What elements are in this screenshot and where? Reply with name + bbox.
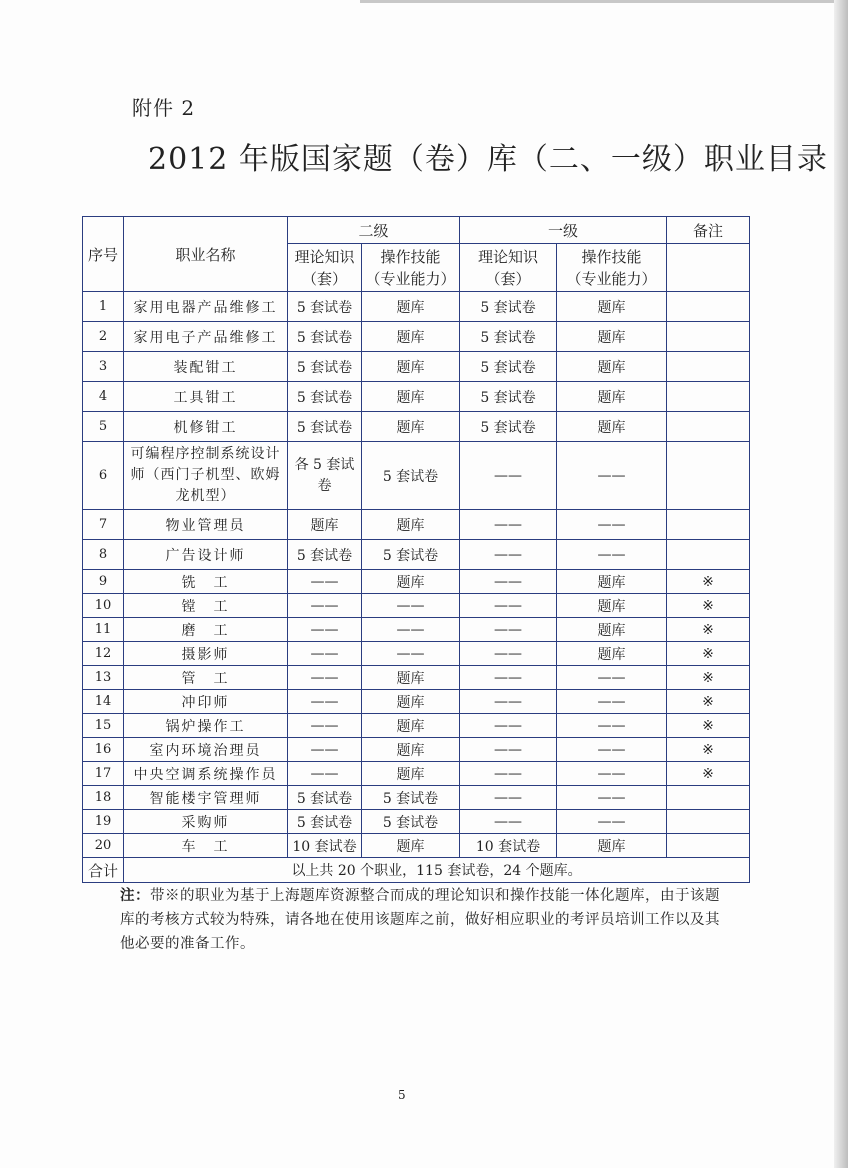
cell-seq: 11 bbox=[83, 618, 124, 642]
cell-seq: 9 bbox=[83, 570, 124, 594]
table-row bbox=[83, 352, 750, 382]
cell-l1-theory: 5 套试卷 bbox=[460, 412, 557, 442]
cell-remark bbox=[667, 382, 750, 412]
cell-l1-skill: 题库 bbox=[557, 322, 667, 352]
cell-l1-skill: 题库 bbox=[557, 412, 667, 442]
table-row bbox=[83, 666, 750, 690]
footnote bbox=[120, 884, 720, 956]
cell-l2-theory: —— bbox=[288, 570, 362, 594]
table-row bbox=[83, 690, 750, 714]
cell-l1-theory: 5 套试卷 bbox=[460, 322, 557, 352]
cell-seq: 2 bbox=[83, 322, 124, 352]
cell-occupation: 智能楼宇管理师 bbox=[124, 786, 288, 810]
theory-label: 理论知识 bbox=[294, 247, 355, 266]
cell-remark: ※ bbox=[667, 666, 750, 690]
cell-remark: ※ bbox=[667, 738, 750, 762]
cell-remark bbox=[667, 412, 750, 442]
cell-remark bbox=[667, 352, 750, 382]
skill-label: 操作技能 bbox=[581, 247, 642, 266]
cell-remark: ※ bbox=[667, 642, 750, 666]
header-seq: 序号 bbox=[83, 217, 124, 292]
cell-l2-theory: —— bbox=[288, 618, 362, 642]
cell-l1-skill: 题库 bbox=[557, 642, 667, 666]
table-row bbox=[83, 618, 750, 642]
cell-occupation: 锅炉操作工 bbox=[124, 714, 288, 738]
cell-l1-theory: 5 套试卷 bbox=[460, 292, 557, 322]
cell-l2-skill: 题库 bbox=[362, 714, 460, 738]
cell-occupation: 家用电子产品维修工 bbox=[124, 322, 288, 352]
cell-l2-skill: 题库 bbox=[362, 412, 460, 442]
cell-remark bbox=[667, 810, 750, 834]
cell-l1-theory: —— bbox=[460, 510, 557, 540]
table-row bbox=[83, 810, 750, 834]
footnote-label: 注： bbox=[120, 888, 150, 904]
cell-remark bbox=[667, 540, 750, 570]
cell-seq: 16 bbox=[83, 738, 124, 762]
cell-l2-theory: 5 套试卷 bbox=[288, 786, 362, 810]
cell-occupation: 车 工 bbox=[124, 834, 288, 858]
cell-l2-skill: 5 套试卷 bbox=[362, 540, 460, 570]
cell-occupation: 家用电器产品维修工 bbox=[124, 292, 288, 322]
cell-l1-skill: 题库 bbox=[557, 382, 667, 412]
cell-seq: 17 bbox=[83, 762, 124, 786]
cell-l1-theory: —— bbox=[460, 786, 557, 810]
cell-occupation: 采购师 bbox=[124, 810, 288, 834]
header-l1-theory bbox=[460, 244, 557, 292]
cell-l2-theory: —— bbox=[288, 714, 362, 738]
table-total-row bbox=[83, 858, 750, 883]
cell-l2-theory: 5 套试卷 bbox=[288, 292, 362, 322]
cell-seq: 6 bbox=[83, 442, 124, 510]
cell-seq: 19 bbox=[83, 810, 124, 834]
cell-remark: ※ bbox=[667, 570, 750, 594]
header-l1-skill bbox=[557, 244, 667, 292]
skill-unit: （专业能力） bbox=[365, 269, 456, 288]
cell-remark bbox=[667, 834, 750, 858]
cell-l1-skill: —— bbox=[557, 690, 667, 714]
cell-l2-skill: 题库 bbox=[362, 352, 460, 382]
cell-l2-skill: —— bbox=[362, 642, 460, 666]
cell-l1-theory: 5 套试卷 bbox=[460, 352, 557, 382]
cell-remark: ※ bbox=[667, 714, 750, 738]
cell-seq: 18 bbox=[83, 786, 124, 810]
cell-occupation: 物业管理员 bbox=[124, 510, 288, 540]
cell-l2-theory: 5 套试卷 bbox=[288, 412, 362, 442]
theory-label: 理论知识 bbox=[478, 247, 539, 266]
cell-seq: 13 bbox=[83, 666, 124, 690]
cell-l1-theory: —— bbox=[460, 618, 557, 642]
header-remark-blank bbox=[667, 244, 750, 292]
cell-seq: 15 bbox=[83, 714, 124, 738]
scan-right-edge bbox=[834, 0, 848, 1168]
cell-l1-theory: —— bbox=[460, 738, 557, 762]
page-number: 5 bbox=[398, 1088, 406, 1102]
table-row bbox=[83, 382, 750, 412]
table-row bbox=[83, 510, 750, 540]
cell-l1-skill: —— bbox=[557, 540, 667, 570]
cell-l2-theory: 5 套试卷 bbox=[288, 540, 362, 570]
cell-l2-skill: 题库 bbox=[362, 570, 460, 594]
cell-l2-theory: —— bbox=[288, 762, 362, 786]
scan-top-edge bbox=[360, 0, 848, 3]
cell-occupation: 冲印师 bbox=[124, 690, 288, 714]
table-row bbox=[83, 570, 750, 594]
cell-l1-skill: —— bbox=[557, 714, 667, 738]
cell-l1-theory: —— bbox=[460, 690, 557, 714]
cell-seq: 4 bbox=[83, 382, 124, 412]
cell-l2-theory: 5 套试卷 bbox=[288, 810, 362, 834]
table-row bbox=[83, 642, 750, 666]
cell-l1-theory: —— bbox=[460, 762, 557, 786]
cell-remark: ※ bbox=[667, 762, 750, 786]
theory-unit: （套） bbox=[301, 269, 347, 288]
cell-l1-skill: 题库 bbox=[557, 618, 667, 642]
table-row bbox=[83, 834, 750, 858]
cell-l2-skill: 5 套试卷 bbox=[362, 810, 460, 834]
header-level-2: 二级 bbox=[288, 217, 460, 244]
cell-l1-skill: 题库 bbox=[557, 570, 667, 594]
cell-occupation: 装配钳工 bbox=[124, 352, 288, 382]
table-row bbox=[83, 292, 750, 322]
cell-l2-skill: 5 套试卷 bbox=[362, 442, 460, 510]
cell-remark: ※ bbox=[667, 594, 750, 618]
cell-occupation: 铣 工 bbox=[124, 570, 288, 594]
cell-l1-theory: —— bbox=[460, 714, 557, 738]
cell-seq: 14 bbox=[83, 690, 124, 714]
cell-remark bbox=[667, 292, 750, 322]
cell-occupation: 室内环境治理员 bbox=[124, 738, 288, 762]
table-row bbox=[83, 714, 750, 738]
cell-l1-theory: —— bbox=[460, 666, 557, 690]
cell-l2-theory: —— bbox=[288, 642, 362, 666]
header-level-1: 一级 bbox=[460, 217, 667, 244]
table-row bbox=[83, 594, 750, 618]
cell-occupation: 工具钳工 bbox=[124, 382, 288, 412]
cell-l2-theory: 10 套试卷 bbox=[288, 834, 362, 858]
cell-remark: ※ bbox=[667, 618, 750, 642]
cell-l1-skill: —— bbox=[557, 510, 667, 540]
cell-occupation: 摄影师 bbox=[124, 642, 288, 666]
cell-remark bbox=[667, 442, 750, 510]
cell-occupation: 镗 工 bbox=[124, 594, 288, 618]
header-l2-theory bbox=[288, 244, 362, 292]
table-row bbox=[83, 762, 750, 786]
cell-l2-skill: 题库 bbox=[362, 322, 460, 352]
cell-l1-theory: —— bbox=[460, 642, 557, 666]
cell-l2-skill: —— bbox=[362, 594, 460, 618]
cell-l1-skill: 题库 bbox=[557, 834, 667, 858]
cell-l2-skill: 题库 bbox=[362, 292, 460, 322]
cell-seq: 10 bbox=[83, 594, 124, 618]
cell-l1-skill: —— bbox=[557, 810, 667, 834]
cell-l2-theory: 题库 bbox=[288, 510, 362, 540]
cell-seq: 12 bbox=[83, 642, 124, 666]
table-row bbox=[83, 322, 750, 352]
occupation-catalog-table bbox=[82, 216, 750, 883]
total-summary: 以上共 20 个职业，115 套试卷，24 个题库。 bbox=[124, 858, 750, 883]
cell-l1-skill: 题库 bbox=[557, 292, 667, 322]
cell-occupation: 广告设计师 bbox=[124, 540, 288, 570]
cell-l1-skill: —— bbox=[557, 786, 667, 810]
cell-l1-skill: —— bbox=[557, 738, 667, 762]
header-remark: 备注 bbox=[667, 217, 750, 244]
footnote-text: 带※的职业为基于上海题库资源整合而成的理论知识和操作技能一体化题库，由于该题库的考核方式较为特殊，请各地在使用该题库之前，做好相应职业的考评员培训工作以及其他必要的准备工作。 bbox=[120, 888, 720, 952]
header-occupation-name: 职业名称 bbox=[124, 217, 288, 292]
cell-l2-theory: —— bbox=[288, 690, 362, 714]
cell-l2-theory: —— bbox=[288, 666, 362, 690]
cell-occupation: 机修钳工 bbox=[124, 412, 288, 442]
cell-remark bbox=[667, 322, 750, 352]
total-label: 合计 bbox=[83, 858, 124, 883]
cell-l2-skill: 题库 bbox=[362, 510, 460, 540]
cell-l1-theory: —— bbox=[460, 594, 557, 618]
cell-l2-skill: 题库 bbox=[362, 690, 460, 714]
cell-l1-theory: —— bbox=[460, 540, 557, 570]
cell-l2-theory: —— bbox=[288, 738, 362, 762]
cell-l2-skill: 题库 bbox=[362, 738, 460, 762]
cell-l2-skill: 题库 bbox=[362, 762, 460, 786]
cell-seq: 1 bbox=[83, 292, 124, 322]
skill-label: 操作技能 bbox=[380, 247, 441, 266]
document-title: 2012 年版国家题（卷）库（二、一级）职业目录 bbox=[148, 142, 828, 177]
cell-remark bbox=[667, 510, 750, 540]
cell-seq: 8 bbox=[83, 540, 124, 570]
cell-seq: 7 bbox=[83, 510, 124, 540]
cell-l2-skill: 题库 bbox=[362, 834, 460, 858]
cell-l2-theory: 各 5 套试卷 bbox=[288, 442, 362, 510]
cell-l1-theory: —— bbox=[460, 570, 557, 594]
cell-l1-theory: —— bbox=[460, 442, 557, 510]
cell-seq: 20 bbox=[83, 834, 124, 858]
cell-l1-theory: 10 套试卷 bbox=[460, 834, 557, 858]
cell-l2-theory: —— bbox=[288, 594, 362, 618]
cell-occupation: 管 工 bbox=[124, 666, 288, 690]
table-row bbox=[83, 412, 750, 442]
attachment-label: 附件 2 bbox=[132, 96, 196, 120]
cell-l1-skill: 题库 bbox=[557, 594, 667, 618]
theory-unit: （套） bbox=[485, 269, 531, 288]
cell-seq: 5 bbox=[83, 412, 124, 442]
cell-l1-skill: 题库 bbox=[557, 352, 667, 382]
cell-l1-skill: —— bbox=[557, 442, 667, 510]
cell-occupation: 中央空调系统操作员 bbox=[124, 762, 288, 786]
cell-l2-theory: 5 套试卷 bbox=[288, 322, 362, 352]
cell-l1-theory: 5 套试卷 bbox=[460, 382, 557, 412]
cell-l1-skill: —— bbox=[557, 762, 667, 786]
cell-l2-skill: 题库 bbox=[362, 666, 460, 690]
table-row bbox=[83, 786, 750, 810]
cell-l2-skill: 题库 bbox=[362, 382, 460, 412]
cell-remark: ※ bbox=[667, 690, 750, 714]
cell-l1-theory: —— bbox=[460, 810, 557, 834]
cell-l1-skill: —— bbox=[557, 666, 667, 690]
cell-l2-skill: 5 套试卷 bbox=[362, 786, 460, 810]
skill-unit: （专业能力） bbox=[566, 269, 657, 288]
header-l2-skill bbox=[362, 244, 460, 292]
cell-occupation: 可编程序控制系统设计师（西门子机型、欧姆龙机型） bbox=[124, 442, 288, 510]
cell-seq: 3 bbox=[83, 352, 124, 382]
table-row bbox=[83, 540, 750, 570]
cell-occupation: 磨 工 bbox=[124, 618, 288, 642]
cell-l2-theory: 5 套试卷 bbox=[288, 352, 362, 382]
table-row bbox=[83, 738, 750, 762]
cell-l2-skill: —— bbox=[362, 618, 460, 642]
table-row bbox=[83, 442, 750, 510]
cell-l2-theory: 5 套试卷 bbox=[288, 382, 362, 412]
cell-remark bbox=[667, 786, 750, 810]
